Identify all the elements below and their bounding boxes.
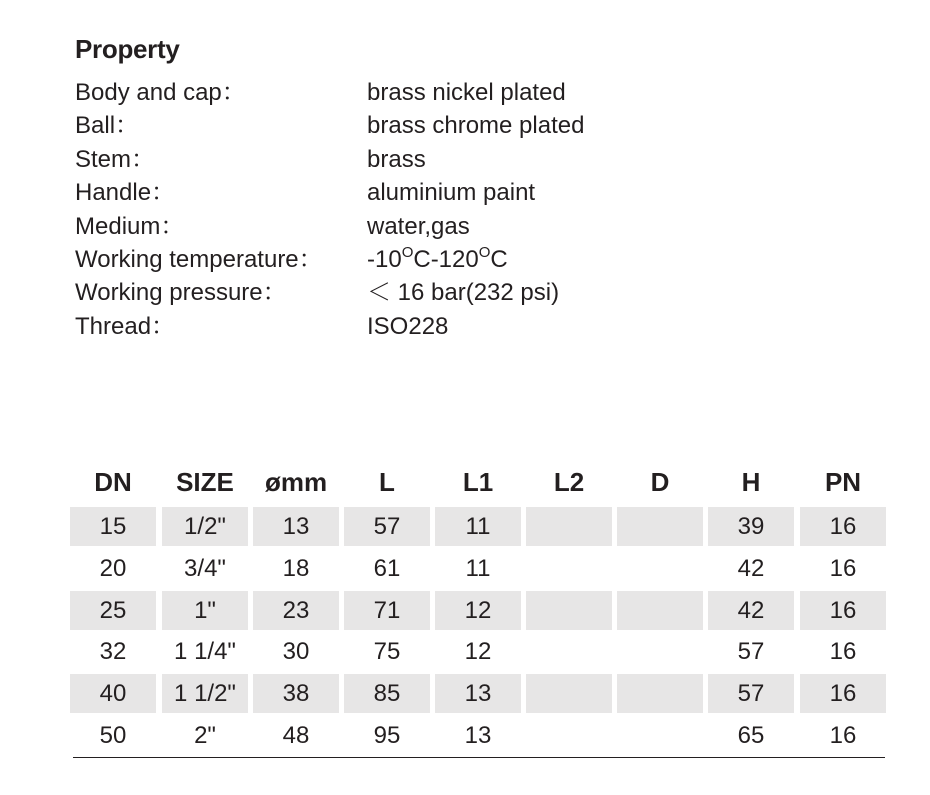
property-title: Property [75,34,180,64]
property-value: ISO228 [367,312,449,340]
table-cell: 30 [282,638,310,666]
table-cell: 50 [99,721,127,749]
table-cell: 11 [465,554,491,582]
property-label: Thread： [75,312,176,340]
property-label: Stem： [75,145,156,173]
table-cell: 12 [464,638,492,666]
table-cell [526,674,612,713]
property-label: Medium： [75,212,185,240]
table-cell [526,507,612,546]
property-value-temperature [367,243,508,276]
temperature-low: -10 [367,245,402,273]
table-row [70,506,885,548]
table-cell: 12 [435,591,521,630]
table-cell: 3/4" [184,554,226,582]
table-cell: 1 1/4" [174,638,236,666]
table-row [70,548,885,590]
table-cell: 40 [70,674,156,713]
property-value: brass nickel plated [367,79,566,106]
table-row [70,590,885,632]
table-cell: 57 [708,674,794,713]
table-cell [617,549,703,588]
table-cell: 95 [373,721,401,749]
table-cell [526,632,612,671]
degree-sign: O [401,243,414,261]
table-cell: 42 [737,554,765,582]
table-cell: 85 [344,674,430,713]
table-cell: 38 [253,674,339,713]
table-cell: 11 [435,507,521,546]
table-cell: 2" [194,721,216,749]
property-label: Working pressure： [75,279,287,307]
table-cell: 65 [737,721,765,749]
property-label: Body and cap： [75,79,246,106]
table-cell: 16 [829,638,857,666]
table-cell: 61 [373,554,401,582]
spec-table-body [70,506,885,757]
degree-sign: O [478,243,491,261]
table-cell: 1/2" [162,507,248,546]
table-cell: 15 [70,507,156,546]
spec-table [70,458,885,757]
table-cell: 25 [70,591,156,630]
table-cell: 16 [829,721,857,749]
table-cell: 13 [253,507,339,546]
table-row [70,673,885,715]
column-header: PN [824,467,862,497]
table-bottom-rule [73,757,885,758]
table-cell: 16 [800,674,886,713]
column-header: L [379,467,395,497]
table-cell: 18 [282,554,310,582]
property-label: Handle： [75,179,176,207]
table-cell: 13 [464,721,492,749]
table-cell: 23 [253,591,339,630]
table-cell: 71 [344,591,430,630]
table-cell: 20 [99,554,127,582]
property-value: water,gas [367,212,470,240]
table-cell: 13 [435,674,521,713]
temperature-unit: C [490,245,508,273]
temperature-high: C-120 [413,245,479,273]
table-cell: 16 [829,554,857,582]
table-cell: 57 [737,638,765,666]
property-value: ＜ 16 bar(232 psi) [367,279,560,307]
spec-table-header [70,458,885,506]
table-cell: 1 1/2" [162,674,248,713]
table-cell: 39 [708,507,794,546]
table-cell: 1" [162,591,248,630]
column-header: ømm [264,467,328,497]
table-cell [617,674,703,713]
table-cell: 32 [99,638,127,666]
table-cell: 48 [282,721,310,749]
table-cell: 57 [344,507,430,546]
property-label: Ball： [75,112,140,140]
column-header: H [741,467,761,497]
property-value: brass chrome plated [367,112,585,140]
table-cell: 75 [373,638,401,666]
property-value: brass [367,145,426,173]
table-cell: 16 [800,591,886,630]
property-value: aluminium paint [367,179,536,207]
column-header: L1 [462,467,494,497]
table-cell [526,549,612,588]
table-cell [617,716,703,755]
table-row [70,631,885,673]
table-cell: 16 [800,507,886,546]
table-cell [617,591,703,630]
table-cell [617,507,703,546]
column-header: L2 [553,467,585,497]
table-cell [526,716,612,755]
table-cell [617,632,703,671]
column-header: D [650,467,670,497]
table-cell [526,591,612,630]
table-row [70,715,885,757]
column-header: SIZE [176,467,234,497]
table-cell: 42 [708,591,794,630]
column-header: DN [94,467,132,497]
property-label: Working temperature： [75,245,323,273]
